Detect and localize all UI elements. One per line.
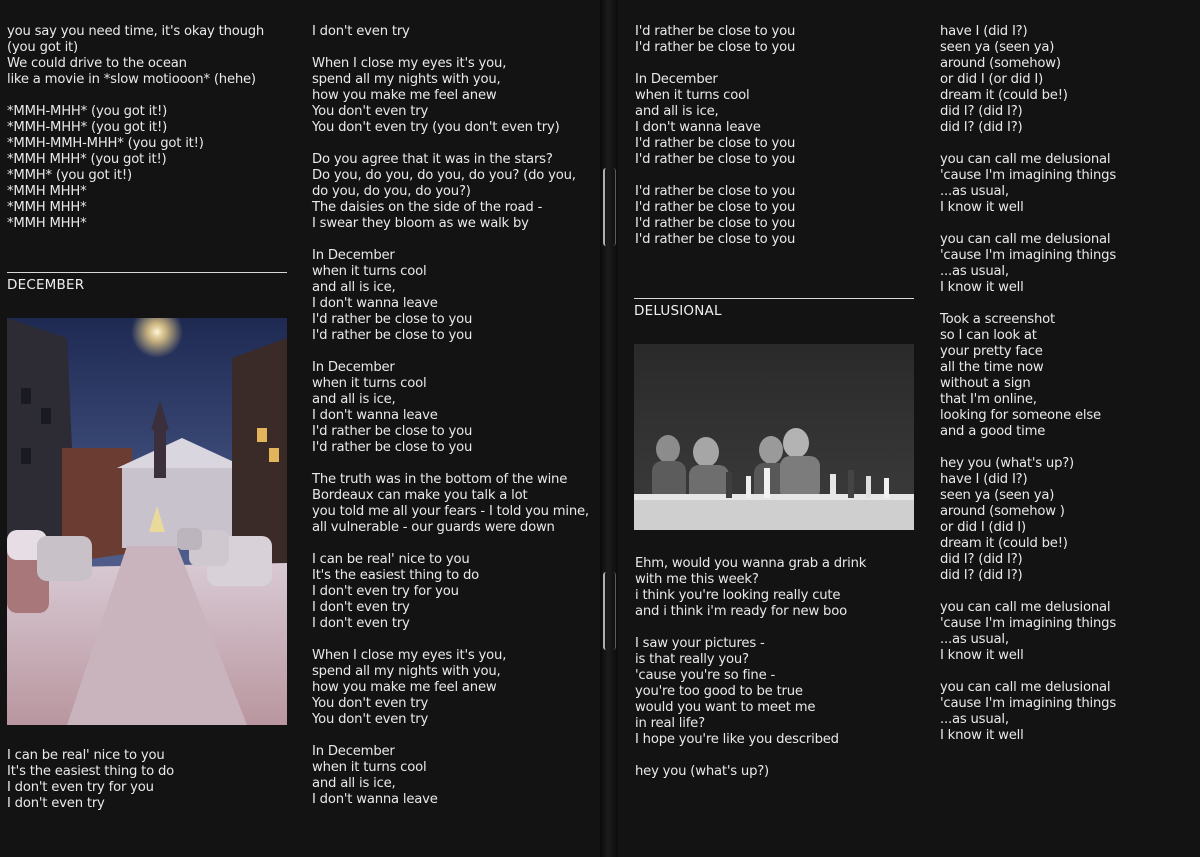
lyric-line: you can call me delusional	[940, 600, 1111, 615]
lyric-line: Do you, do you, do you, do you? (do you,	[312, 168, 576, 183]
stanza-break	[312, 232, 589, 248]
lyric-line: you can call me delusional	[940, 152, 1111, 167]
lyric-line: 'cause I'm imagining things	[940, 696, 1117, 711]
lyric-line: *MMH* (you got it!)	[7, 168, 132, 183]
lyric-line: how you make me feel anew	[312, 88, 497, 103]
lyric-line: or did I (or did I)	[940, 72, 1044, 87]
lyric-line: how you make me feel anew	[312, 680, 497, 695]
lyric-line: I don't even try for you	[312, 584, 459, 599]
lyric-line: *MMH MHH*	[7, 200, 87, 215]
lyrics-column-3-bottom	[635, 556, 866, 780]
lyrics-column-3-top	[635, 24, 795, 248]
lyric-line: You don't even try (you don't even try)	[312, 120, 560, 135]
lyrics-column-2	[312, 24, 589, 808]
lyric-line: did I? (did I?)	[940, 120, 1023, 135]
lyric-line: and all is ice,	[312, 392, 396, 407]
lyric-line: *MMH MHH*	[7, 184, 87, 199]
lyric-line: I know it well	[940, 280, 1024, 295]
page-fold	[600, 0, 618, 857]
lyric-line: I'd rather be close to you	[312, 440, 473, 455]
lyric-line: seen ya (seen ya)	[940, 488, 1055, 503]
lyric-line: We could drive to the ocean	[7, 56, 187, 71]
lyric-line: and all is ice,	[312, 280, 396, 295]
december-rule	[7, 272, 287, 273]
lyric-line: I swear they bloom as we walk by	[312, 216, 529, 231]
lyric-line: I don't wanna leave	[312, 408, 438, 423]
lyric-line: In December	[312, 248, 395, 263]
lyric-line: I'd rather be close to you	[635, 40, 796, 55]
lyric-line: Ehm, would you wanna grab a drink	[635, 556, 867, 571]
lyric-line: I don't even try for you	[7, 780, 154, 795]
lyric-line: (you got it)	[7, 40, 78, 55]
lyric-line: I'd rather be close to you	[635, 216, 796, 231]
lyric-line: When I close my eyes it's you,	[312, 648, 507, 663]
stanza-break	[312, 536, 589, 552]
lyric-line: I don't even try	[312, 24, 410, 39]
lyric-line: I'd rather be close to you	[312, 424, 473, 439]
lyric-line: hey you (what's up?)	[940, 456, 1074, 471]
lyric-line: and all is ice,	[635, 104, 719, 119]
lyric-line: hey you (what's up?)	[635, 764, 769, 779]
lyric-line: You don't even try	[312, 696, 429, 711]
lyric-line: I'd rather be close to you	[635, 232, 796, 247]
lyric-line: in real life?	[635, 716, 705, 731]
stanza-break	[312, 456, 589, 472]
lyric-line: I don't even try	[312, 616, 410, 631]
lyric-line: *MMH MHH*	[7, 216, 87, 231]
lyric-line: I'd rather be close to you	[635, 24, 796, 39]
lyric-line: Do you agree that it was in the stars?	[312, 152, 553, 167]
lyric-line: *MMH-MHH* (you got it!)	[7, 120, 168, 135]
lyric-line: around (somehow )	[940, 504, 1065, 519]
lyric-line: You don't even try	[312, 712, 429, 727]
stanza-break	[635, 620, 866, 636]
lyric-line: The daisies on the side of the road -	[312, 200, 543, 215]
lyric-line: I'd rather be close to you	[312, 312, 473, 327]
lyric-line: ...as usual,	[940, 264, 1009, 279]
lyric-line: is that really you?	[635, 652, 749, 667]
lyric-line: *MMH-MMH-MHH* (you got it!)	[7, 136, 204, 151]
lyric-line: did I? (did I?)	[940, 104, 1023, 119]
lyric-line: do you, do you, do you?)	[312, 184, 471, 199]
lyric-line: did I? (did I?)	[940, 552, 1023, 567]
lyric-line: you can call me delusional	[940, 680, 1111, 695]
lyric-line: The truth was in the bottom of the wine	[312, 472, 568, 487]
lyric-line: I don't wanna leave	[312, 296, 438, 311]
lyric-line: your pretty face	[940, 344, 1043, 359]
staple-bottom	[603, 572, 616, 650]
lyric-line: ...as usual,	[940, 632, 1009, 647]
lyric-line: *MMH-MHH* (you got it!)	[7, 104, 168, 119]
lyric-line: I can be real' nice to you	[312, 552, 470, 567]
lyric-line: I don't even try	[312, 600, 410, 615]
lyric-line: When I close my eyes it's you,	[312, 56, 507, 71]
lyric-line: I'd rather be close to you	[312, 328, 473, 343]
lyric-line: all vulnerable - our guards were down	[312, 520, 555, 535]
delusional-title: DELUSIONAL	[634, 303, 722, 319]
lyric-line: In December	[312, 360, 395, 375]
lyric-line: I don't wanna leave	[635, 120, 761, 135]
lyric-line: 'cause you're so fine -	[635, 668, 776, 683]
lyric-line: with me this week?	[635, 572, 759, 587]
lyric-line: *MMH MHH* (you got it!)	[7, 152, 167, 167]
lyric-line: I'd rather be close to you	[635, 200, 796, 215]
lyric-line: I don't even try	[7, 796, 105, 811]
lyrics-column-1-bottom	[7, 748, 174, 812]
december-title: DECEMBER	[7, 277, 85, 293]
stanza-break	[940, 440, 1116, 456]
lyric-line: without a sign	[940, 376, 1031, 391]
lyric-line: when it turns cool	[312, 376, 427, 391]
lyric-line: would you want to meet me	[635, 700, 816, 715]
lyric-line: ...as usual,	[940, 712, 1009, 727]
stanza-break	[312, 40, 589, 56]
lyric-line: and i think i'm ready for new boo	[635, 604, 847, 619]
lyric-line: I know it well	[940, 200, 1024, 215]
stanza-break	[940, 664, 1116, 680]
lyric-line: I know it well	[940, 728, 1024, 743]
lyric-line: you can call me delusional	[940, 232, 1111, 247]
lyric-line: and all is ice,	[312, 776, 396, 791]
lyric-line: I saw your pictures -	[635, 636, 765, 651]
delusional-group-photo	[634, 344, 914, 530]
lyric-line: Bordeaux can make you talk a lot	[312, 488, 528, 503]
lyric-line: dream it (could be!)	[940, 88, 1068, 103]
lyric-line: 'cause I'm imagining things	[940, 248, 1117, 263]
lyric-line: I'd rather be close to you	[635, 184, 796, 199]
lyric-line: I can be real' nice to you	[7, 748, 165, 763]
lyric-line: that I'm online,	[940, 392, 1037, 407]
lyric-line: around (somehow)	[940, 56, 1061, 71]
lyric-line: looking for someone else	[940, 408, 1101, 423]
lyrics-column-4	[940, 24, 1116, 744]
stanza-break	[635, 748, 866, 764]
lyric-line: you told me all your fears - I told you mine,	[312, 504, 589, 519]
stanza-break	[940, 136, 1116, 152]
lyric-line: I hope you're like you described	[635, 732, 839, 747]
lyric-line: dream it (could be!)	[940, 536, 1068, 551]
lyric-line: In December	[312, 744, 395, 759]
stanza-break	[940, 296, 1116, 312]
lyric-line: 'cause I'm imagining things	[940, 616, 1117, 631]
delusional-rule	[634, 298, 914, 299]
lyric-line: 'cause I'm imagining things	[940, 168, 1117, 183]
lyric-line: In December	[635, 72, 718, 87]
staple-top	[603, 168, 616, 246]
lyric-line: so I can look at	[940, 328, 1037, 343]
stanza-break	[312, 136, 589, 152]
lyric-line: when it turns cool	[635, 88, 750, 103]
lyrics-column-1-top	[7, 24, 264, 232]
lyric-line: like a movie in *slow motiooon* (hehe)	[7, 72, 256, 87]
lyric-line: all the time now	[940, 360, 1044, 375]
stanza-break	[7, 88, 264, 104]
lyric-line: You don't even try	[312, 104, 429, 119]
lyric-line: you're too good to be true	[635, 684, 803, 699]
lyric-line: I'd rather be close to you	[635, 136, 796, 151]
lyric-line: spend all my nights with you,	[312, 664, 501, 679]
lyric-line: I'd rather be close to you	[635, 152, 796, 167]
lyric-line: I know it well	[940, 648, 1024, 663]
lyric-line: when it turns cool	[312, 760, 427, 775]
stanza-break	[635, 56, 795, 72]
lyric-line: ...as usual,	[940, 184, 1009, 199]
stanza-break	[940, 216, 1116, 232]
stanza-break	[312, 632, 589, 648]
lyric-line: and a good time	[940, 424, 1046, 439]
lyric-line: i think you're looking really cute	[635, 588, 841, 603]
december-snowy-street-photo	[7, 318, 287, 725]
stanza-break	[312, 728, 589, 744]
lyric-line: It's the easiest thing to do	[7, 764, 175, 779]
stanza-break	[312, 344, 589, 360]
lyric-line: Took a screenshot	[940, 312, 1055, 327]
stanza-break	[940, 584, 1116, 600]
lyric-line: you say you need time, it's okay though	[7, 24, 265, 39]
stanza-break	[635, 168, 795, 184]
lyric-line: seen ya (seen ya)	[940, 40, 1055, 55]
lyric-line: or did I (did I)	[940, 520, 1026, 535]
lyric-line: have I (did I?)	[940, 472, 1028, 487]
lyric-line: It's the easiest thing to do	[312, 568, 480, 583]
lyric-line: when it turns cool	[312, 264, 427, 279]
lyric-line: did I? (did I?)	[940, 568, 1023, 583]
lyric-line: have I (did I?)	[940, 24, 1028, 39]
lyric-line: I don't wanna leave	[312, 792, 438, 807]
lyric-line: spend all my nights with you,	[312, 72, 501, 87]
